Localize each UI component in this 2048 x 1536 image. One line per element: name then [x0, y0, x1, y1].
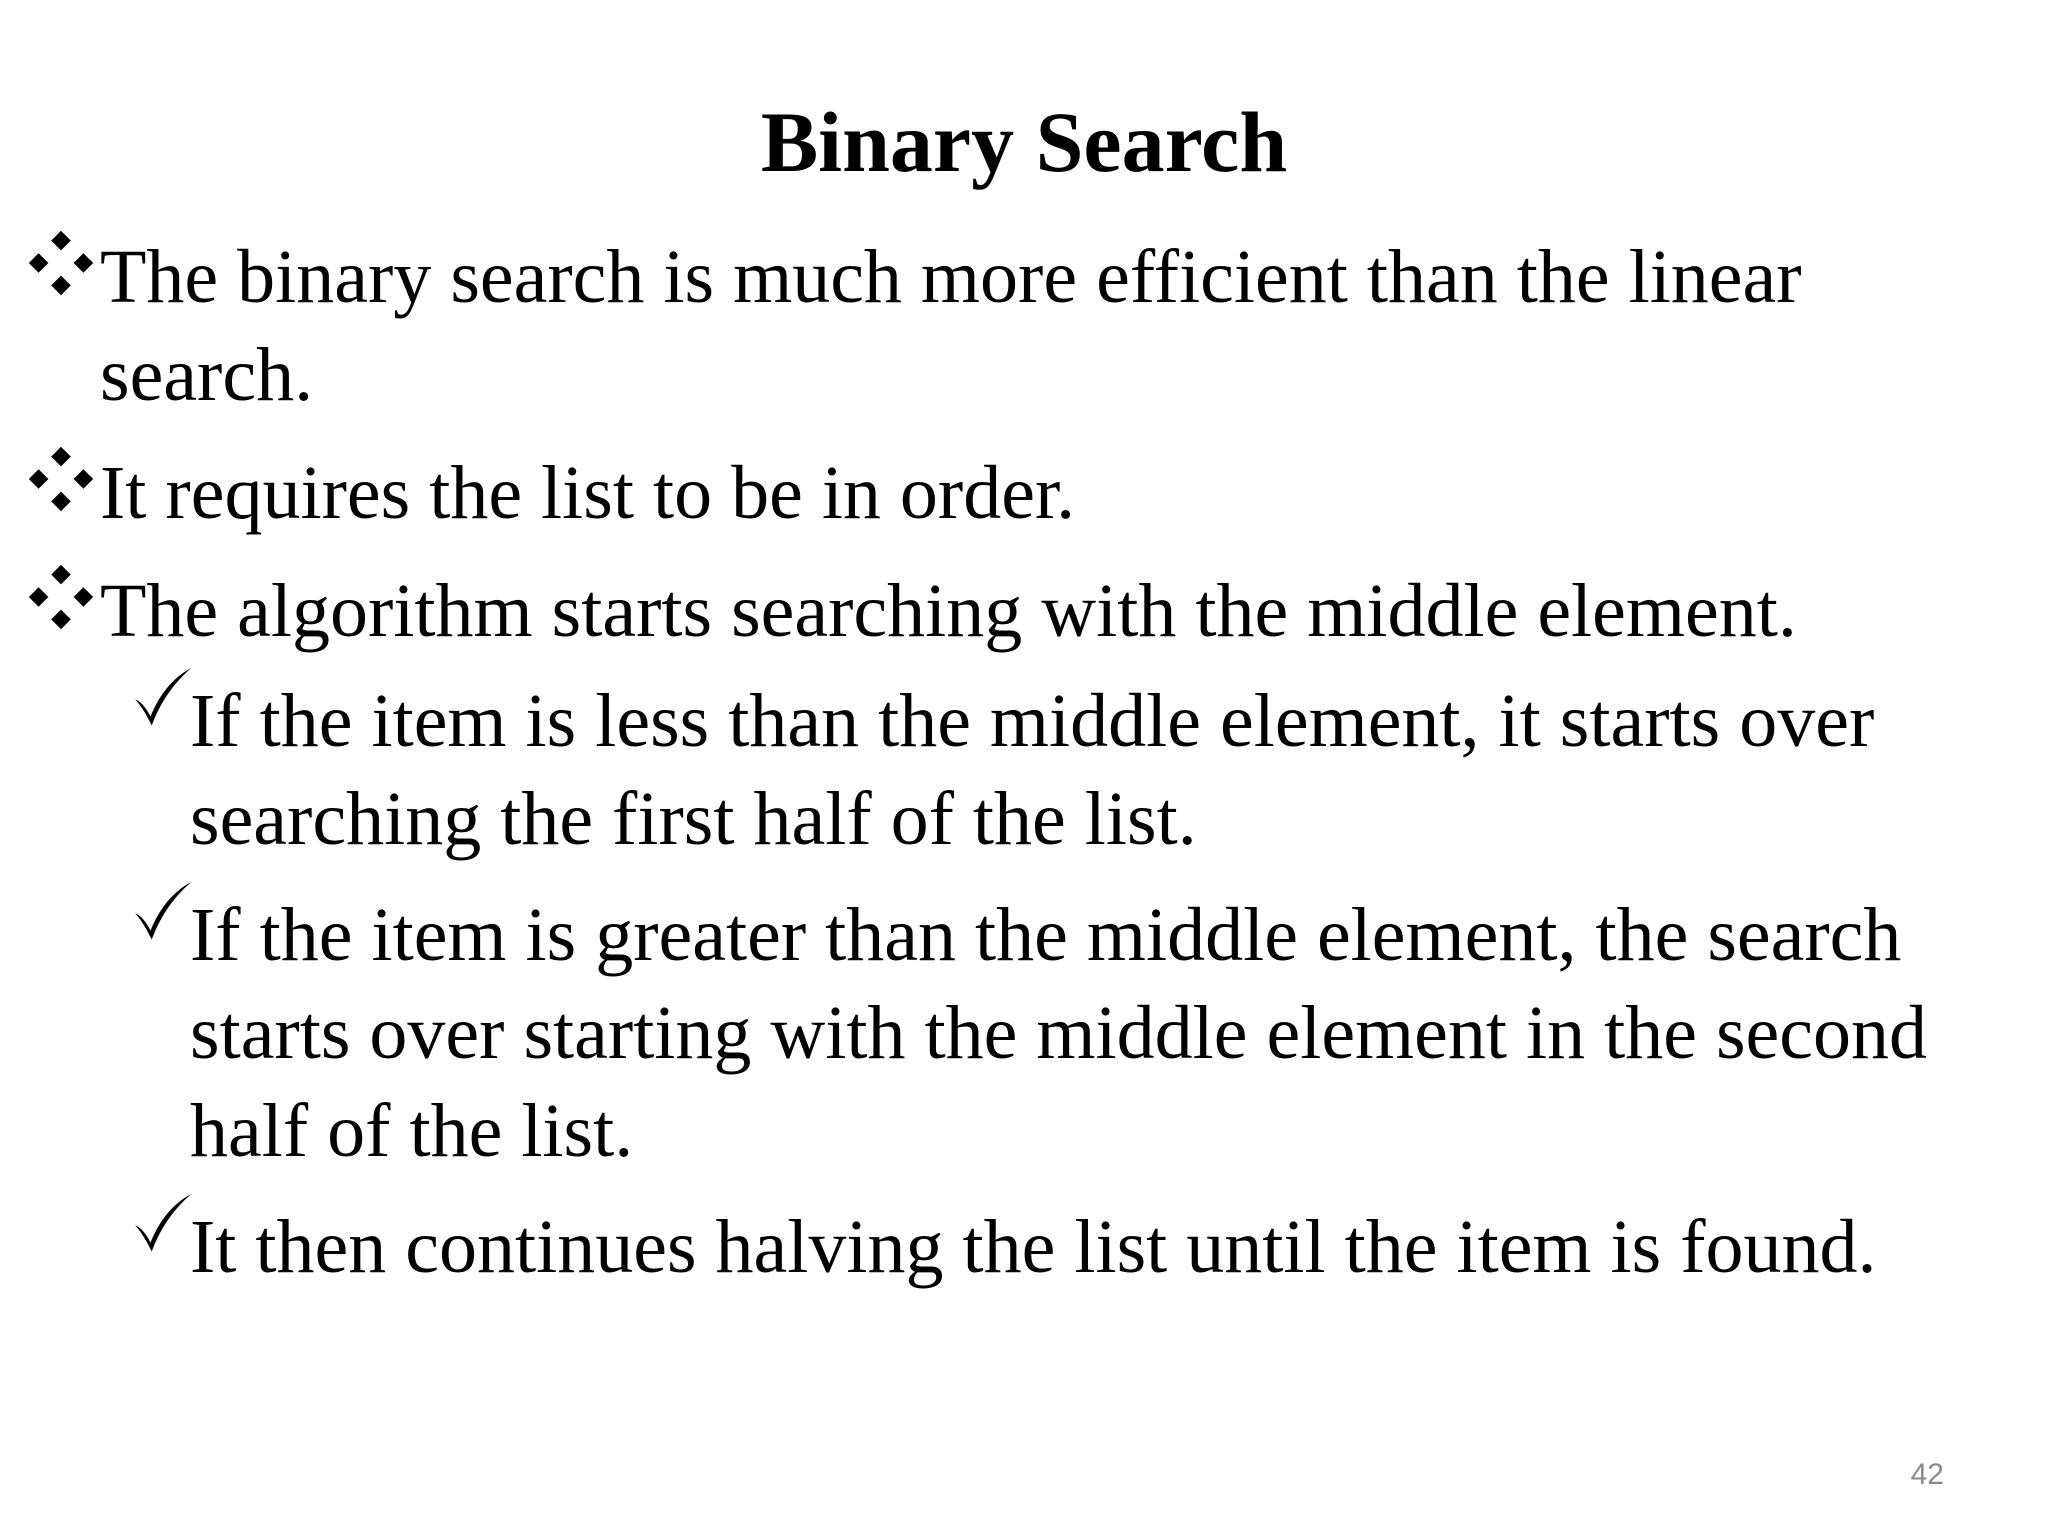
bullet-list	[0, 228, 2048, 1296]
bullet-text: The binary search is much more efficient than the linear search.	[100, 235, 1802, 417]
slide-title: Binary Search	[760, 94, 1288, 190]
sub-bullet-item	[0, 672, 2048, 868]
bullet-item	[0, 228, 2048, 424]
sub-bullet-item	[0, 886, 2048, 1180]
bullet-text: It requires the list to be in order.	[100, 451, 1076, 535]
checkmark-icon	[130, 664, 194, 728]
four-diamonds-icon	[26, 562, 96, 632]
sub-bullet-text: It then continues halving the list until the item is found.	[190, 1205, 1877, 1289]
sub-bullet-text: If the item is greater than the middle element, the search starts over starting with the middle element in the second half of the list.	[190, 893, 1928, 1173]
checkmark-icon	[130, 1190, 194, 1254]
bullet-text: The algorithm starts searching with the middle element.	[100, 569, 1797, 653]
bullet-item	[0, 562, 2048, 660]
four-diamonds-icon	[26, 228, 96, 298]
four-diamonds-icon	[26, 444, 96, 514]
bullet-item	[0, 444, 2048, 542]
page-number: 42	[1910, 1458, 1944, 1491]
sub-bullet-text: If the item is less than the middle element, it starts over searching the first half of the list.	[190, 679, 1875, 861]
checkmark-icon	[130, 878, 194, 942]
sub-bullet-item	[0, 1198, 2048, 1296]
